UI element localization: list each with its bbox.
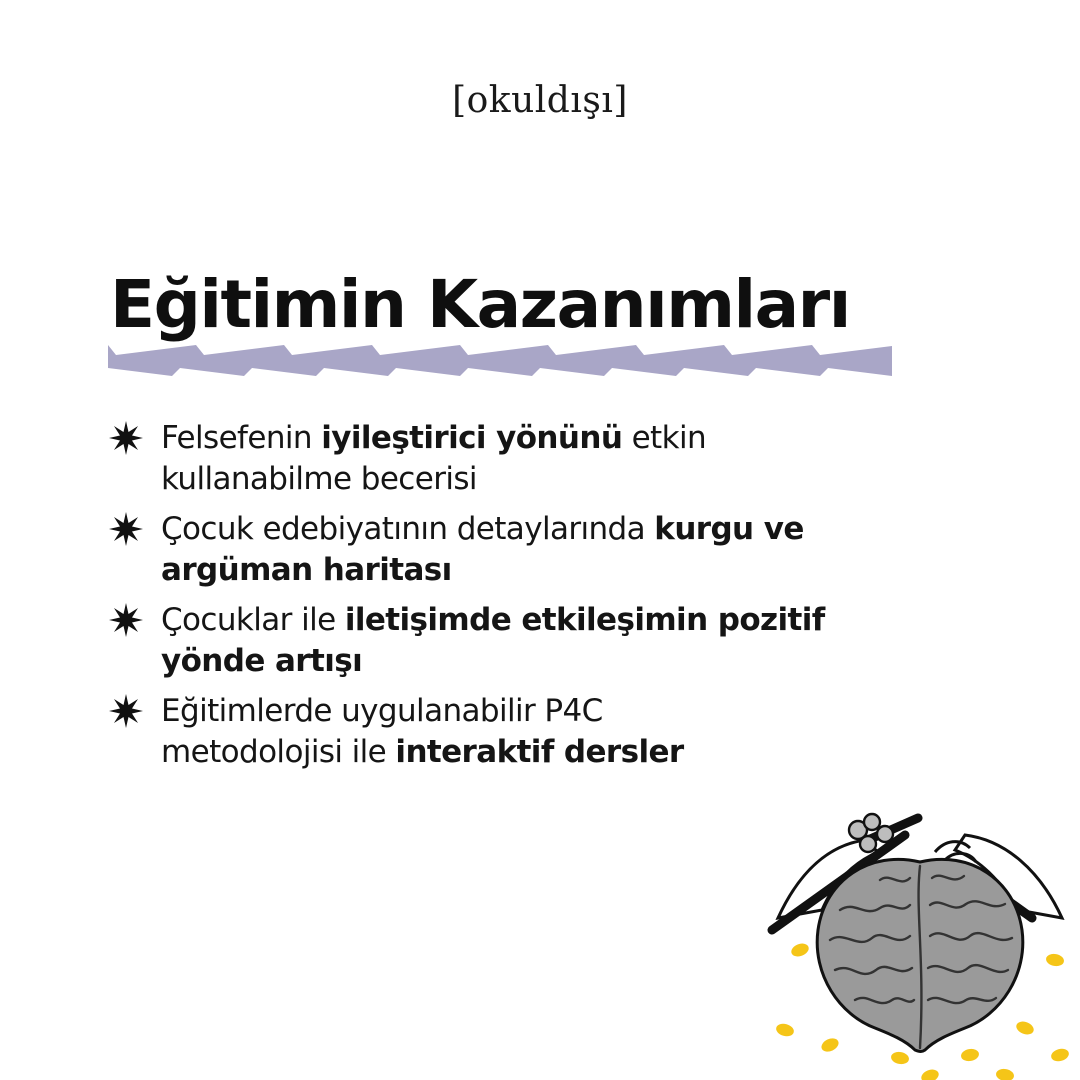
yellow-scribble-mark [1014, 1019, 1035, 1036]
title-brush-underline [108, 338, 892, 378]
yellow-scribble-mark [775, 1022, 795, 1038]
list-item-line [161, 418, 968, 459]
body-text: Felsefenin [161, 420, 322, 456]
brand-logo: [okuldışı] [452, 80, 628, 121]
asterisk-flower-icon [108, 693, 144, 729]
list-item-line [161, 641, 968, 682]
yellow-scribble-mark [1045, 953, 1065, 968]
list-item [108, 509, 968, 591]
benefits-list [108, 418, 968, 782]
emphasis-text: iletişimde etkileşimin pozitif [344, 602, 825, 638]
emphasis-text: kurgu ve [654, 511, 804, 547]
list-item-line [161, 459, 968, 500]
list-item-line [161, 509, 968, 550]
page-title: Eğitimin Kazanımları [110, 266, 850, 343]
asterisk-flower-icon [108, 602, 144, 638]
body-text: metodolojisi ile [161, 734, 396, 770]
list-item [108, 691, 968, 773]
yellow-scribble-mark [995, 1068, 1015, 1080]
list-item-line [161, 691, 968, 732]
yellow-scribble-mark [919, 1067, 940, 1080]
body-text: etkin [622, 420, 707, 456]
yellow-scribble-mark [789, 941, 810, 958]
asterisk-flower-icon [108, 511, 144, 547]
yellow-scribble-mark [819, 1036, 840, 1054]
yellow-scribble-mark [1050, 1047, 1070, 1063]
yellow-scribble-mark [890, 1051, 910, 1066]
body-text: kullanabilme becerisi [161, 461, 477, 497]
brain-knitting-illustration-icon [760, 800, 1080, 1080]
emphasis-text: iyileştirici yönünü [321, 420, 623, 456]
asterisk-flower-icon [108, 420, 144, 456]
list-item-line [161, 732, 968, 773]
list-item [108, 600, 968, 682]
body-text: Çocuklar ile [161, 602, 345, 638]
body-text: Eğitimlerde uygulanabilir P4C [161, 693, 603, 729]
list-item-line [161, 600, 968, 641]
emphasis-text: argüman haritası [161, 552, 452, 588]
list-item [108, 418, 968, 500]
body-text: Çocuk edebiyatının detaylarında [161, 511, 655, 547]
emphasis-text: interaktif dersler [395, 734, 684, 770]
emphasis-text: yönde artışı [161, 643, 363, 679]
list-item-line [161, 550, 968, 591]
yellow-scribble-mark [960, 1048, 980, 1063]
